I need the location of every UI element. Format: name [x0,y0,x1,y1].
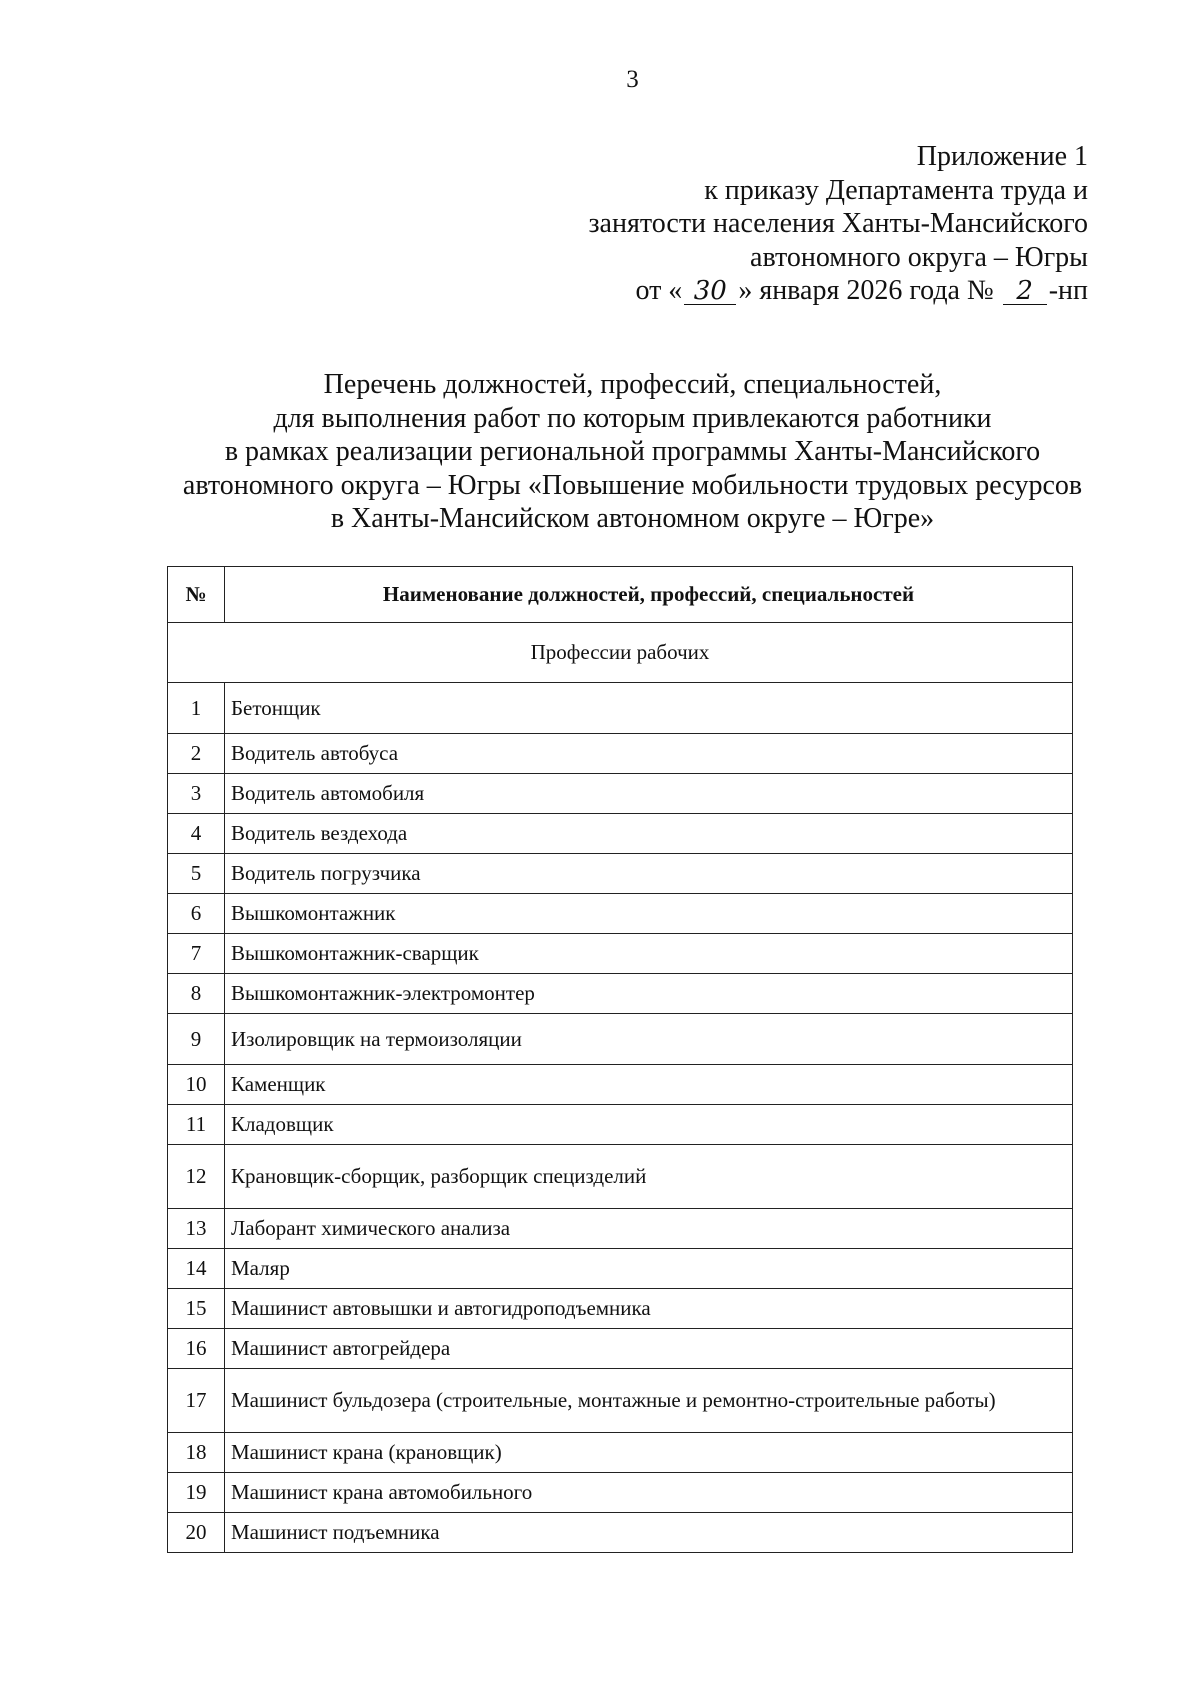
section-title: Профессии рабочих [168,623,1073,683]
appendix-title: Приложение 1 [916,141,1088,172]
row-number: 16 [168,1329,225,1369]
positions-table [167,566,1073,1553]
row-number: 12 [168,1145,225,1209]
section-row [168,623,1073,683]
header-name: Наименование должностей, профессий, специальностей [225,567,1073,623]
table-header-row [168,567,1073,623]
title-line: в Ханты-Мансийском автономном округе – Югре» [330,503,935,534]
row-name: Водитель автомобиля [225,774,1073,814]
order-suffix: -нп [1048,275,1088,306]
title-line: Перечень должностей, профессий, специальностей, [323,369,942,400]
row-number: 9 [168,1014,225,1065]
row-name: Водитель вездехода [225,814,1073,854]
row-name: Водитель погрузчика [225,854,1073,894]
row-number: 18 [168,1433,225,1473]
table-row [168,1145,1073,1209]
row-name: Машинист подъемника [225,1513,1073,1553]
row-name: Вышкомонтажник [225,894,1073,934]
table-row [168,1014,1073,1065]
row-name: Кладовщик [225,1105,1073,1145]
title-line: автономного округа – Югры «Повышение мобильности трудовых ресурсов [182,469,1083,501]
table-row [168,1249,1073,1289]
row-number: 4 [168,814,225,854]
row-number: 11 [168,1105,225,1145]
document-title [120,368,1145,536]
handwritten-order-number: 2 [1003,278,1047,305]
row-number: 20 [168,1513,225,1553]
appendix-header [488,140,1088,308]
row-number: 13 [168,1209,225,1249]
row-name: Машинист крана (крановщик) [225,1433,1073,1473]
row-name: Лаборант химического анализа [225,1209,1073,1249]
table-row [168,1105,1073,1145]
table-row [168,894,1073,934]
appendix-date-line [488,274,1088,308]
table-row [168,814,1073,854]
table-row [168,1209,1073,1249]
table-row [168,1329,1073,1369]
table-row [168,1513,1073,1553]
table-row [168,1065,1073,1105]
row-name: Бетонщик [225,683,1073,734]
appendix-line: к приказу Департамента труда и [704,174,1088,206]
row-name: Крановщик-сборщик, разборщик специзделий [225,1145,1073,1209]
row-name: Водитель автобуса [225,734,1073,774]
row-number: 5 [168,854,225,894]
row-number: 2 [168,734,225,774]
date-middle: » января 2026 года № [738,275,994,306]
row-name: Машинист крана автомобильного [225,1473,1073,1513]
row-name: Машинист автогрейдера [225,1329,1073,1369]
row-number: 19 [168,1473,225,1513]
row-name: Вышкомонтажник-электромонтер [225,974,1073,1014]
header-number: № [168,567,225,623]
table-row [168,683,1073,734]
row-number: 3 [168,774,225,814]
table-row [168,1289,1073,1329]
page-number: 3 [626,66,639,93]
title-line: для выполнения работ по которым привлекаются работники [273,402,992,434]
handwritten-date-day: 30 [684,278,736,305]
row-name: Маляр [225,1249,1073,1289]
row-number: 15 [168,1289,225,1329]
row-number: 10 [168,1065,225,1105]
appendix-line: автономного округа – Югры [750,241,1088,273]
row-number: 8 [168,974,225,1014]
appendix-line: занятости населения Ханты-Мансийского [588,208,1088,239]
title-line: в рамках реализации региональной программы Ханты-Мансийского [224,436,1041,467]
row-number: 14 [168,1249,225,1289]
table-row [168,774,1073,814]
table-row [168,974,1073,1014]
row-name: Каменщик [225,1065,1073,1105]
table-row [168,854,1073,894]
table-row [168,1433,1073,1473]
row-name: Машинист автовышки и автогидроподъемника [225,1289,1073,1329]
row-number: 17 [168,1369,225,1433]
table-row [168,1369,1073,1433]
table-row [168,734,1073,774]
row-number: 1 [168,683,225,734]
row-name: Вышкомонтажник-сварщик [225,934,1073,974]
table-row [168,1473,1073,1513]
row-name: Машинист бульдозера (строительные, монтажные и ремонтно-строительные работы) [225,1369,1073,1433]
row-number: 7 [168,934,225,974]
row-number: 6 [168,894,225,934]
date-prefix: от « [635,275,683,306]
table-row [168,934,1073,974]
row-name: Изолировщик на термоизоляции [225,1014,1073,1065]
